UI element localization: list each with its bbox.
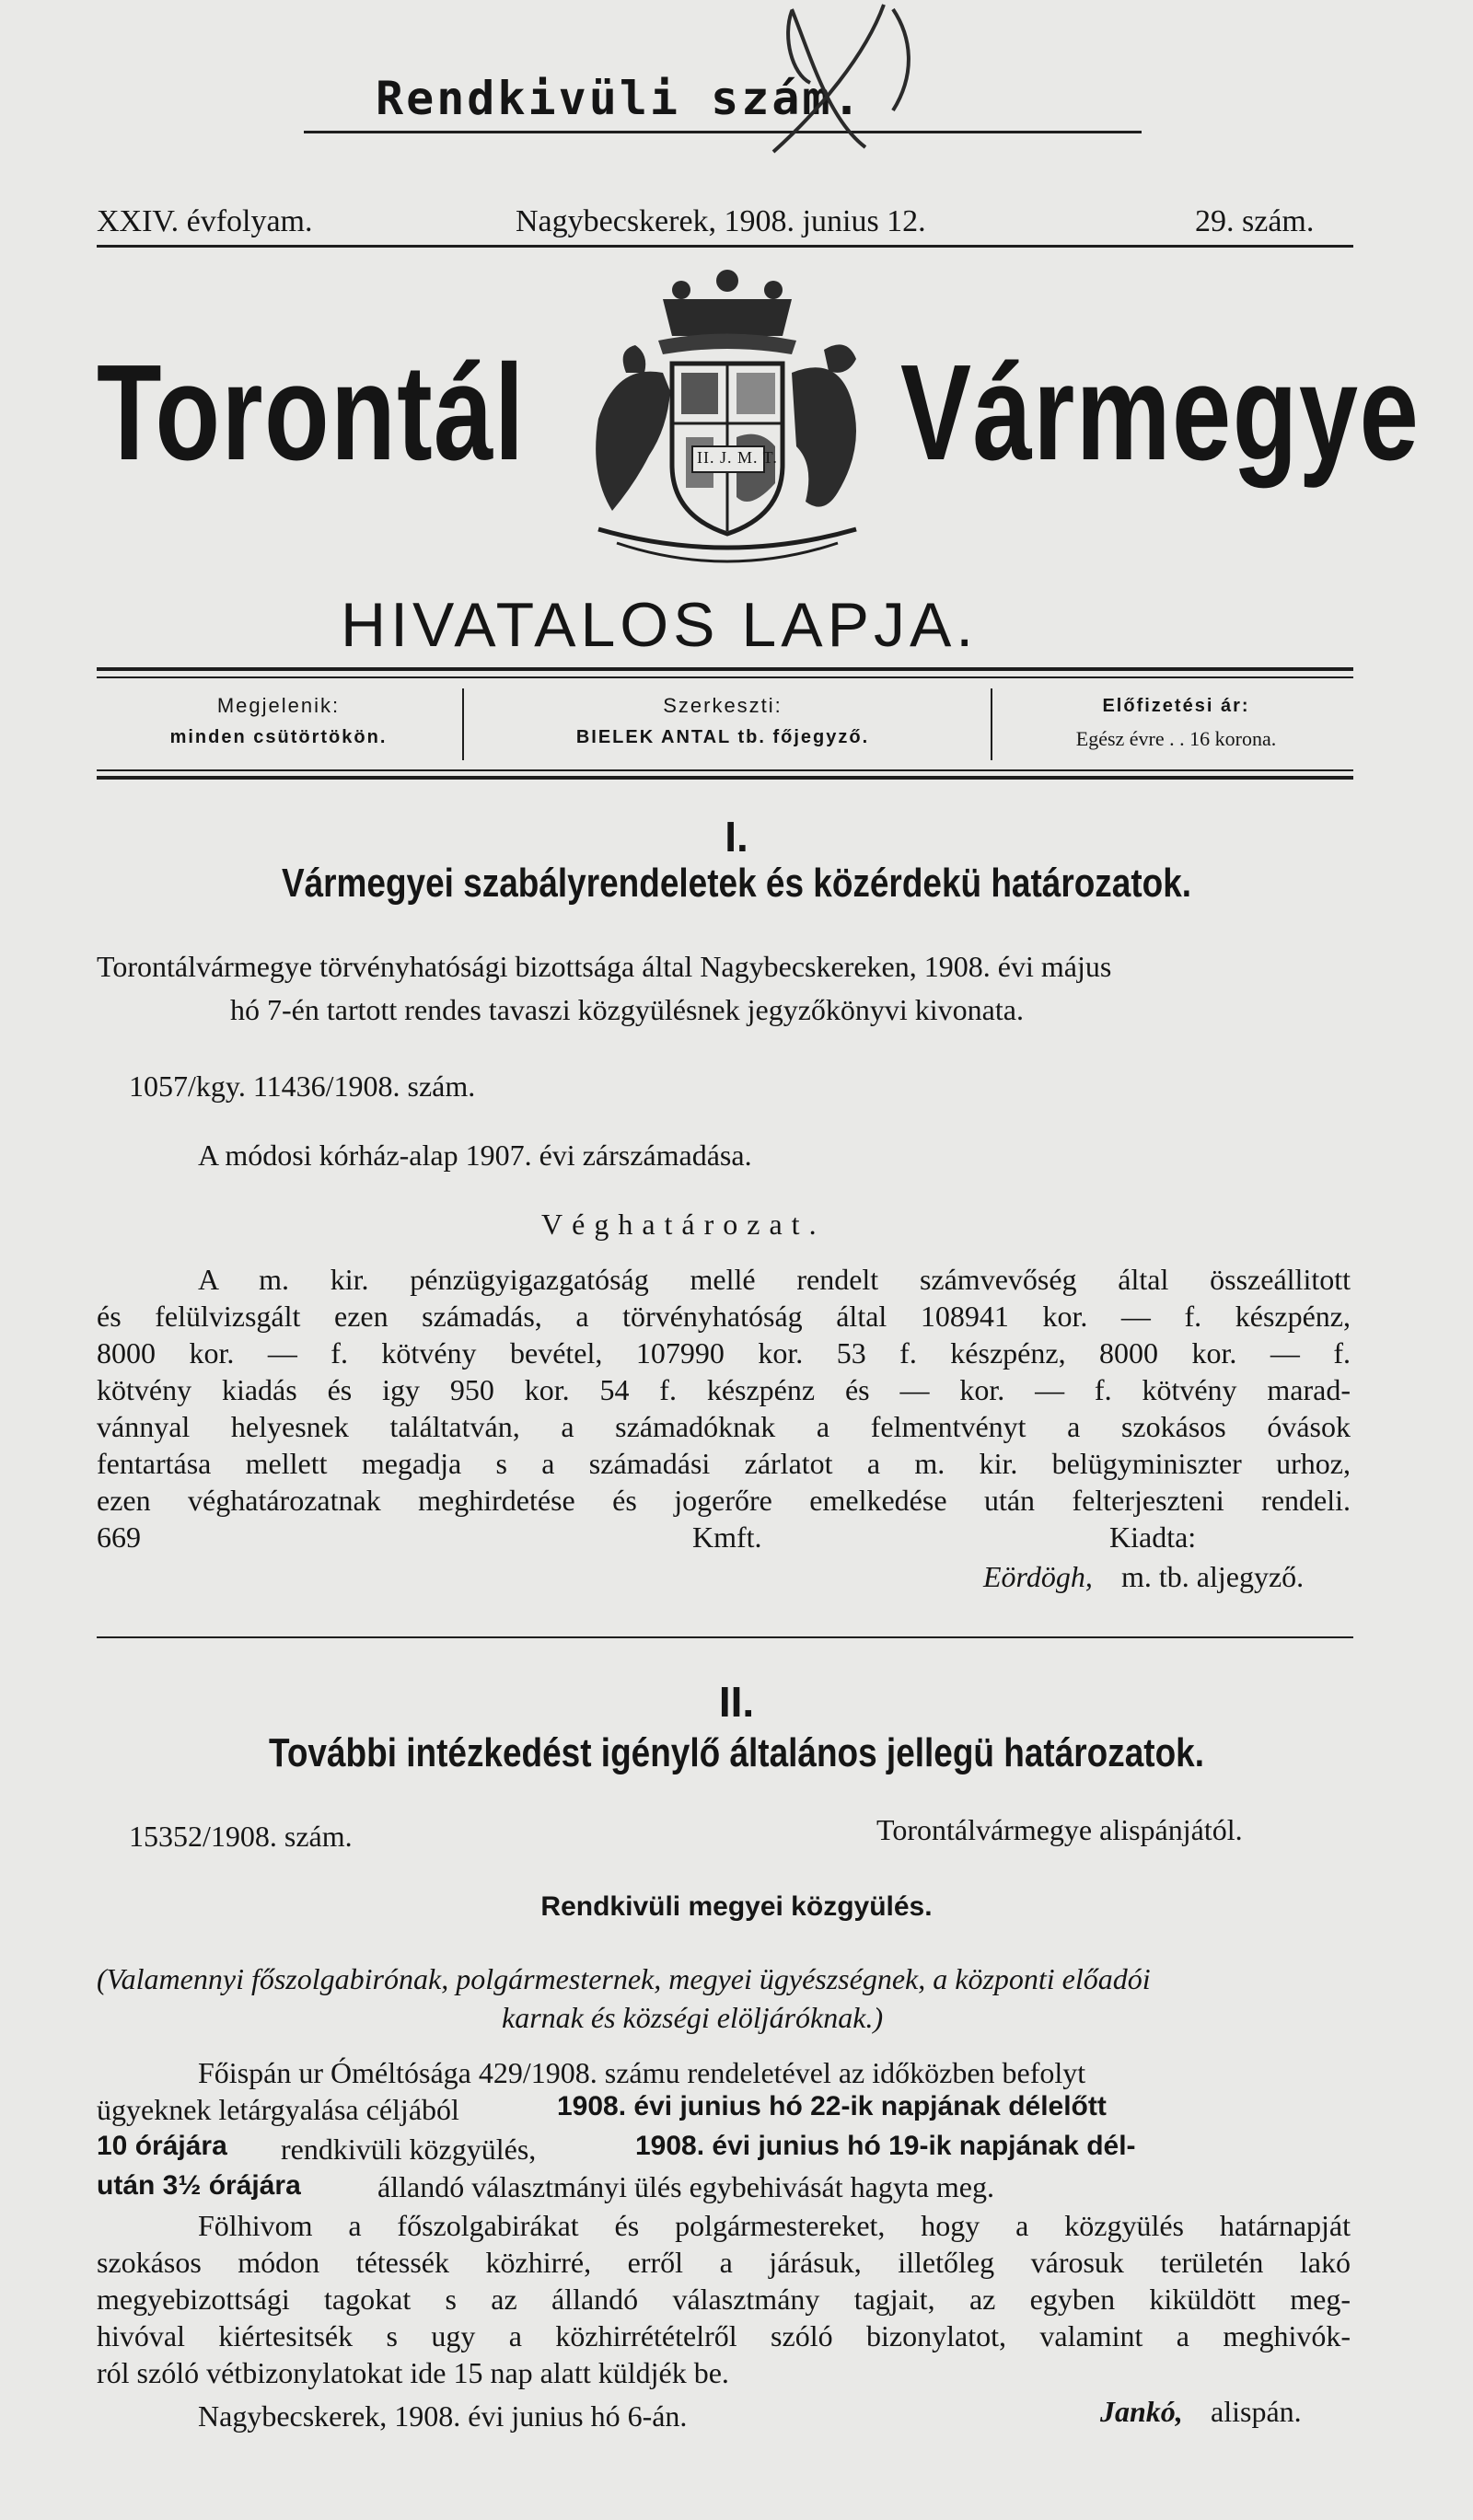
- section-2-from: Torontálvármegye alispánjától.: [876, 1813, 1243, 1846]
- section-1-number: I.: [725, 813, 748, 861]
- section-2-p1-line-4b: állandó választmányi ülés egybehivását hagyta meg.: [377, 2170, 994, 2203]
- issue-number: 29. szám.: [1195, 204, 1315, 238]
- section-2-closing-place: Nagybecskerek, 1908. évi junius hó 6-án.: [198, 2399, 688, 2433]
- section-2-p1-line-3b: rendkivüli közgyülés,: [281, 2133, 537, 2166]
- section-1-footer-kmft: Kmft.: [692, 1520, 762, 1554]
- masthead-right-word: Vármegye: [900, 337, 1421, 489]
- info-divider-1: [462, 688, 464, 760]
- section-1-subject: A módosi kórház-alap 1907. évi zárszámadása.: [198, 1139, 752, 1172]
- info-bar-bottom-rule: [97, 769, 1353, 771]
- editor-label: Szerkeszti:: [663, 694, 783, 717]
- section-1-footer-number: 669: [97, 1520, 141, 1554]
- section-1-body-line-1: A m. kir. pénzügyigazgatóság mellé rendelt számvevőség által összeállitott: [198, 1263, 1351, 1296]
- section-2-heading: Rendkivüli megyei közgyülés.: [540, 1891, 933, 1922]
- section-1-signer-title: m. tb. aljegyző.: [1121, 1560, 1305, 1593]
- editor-value: BIELEK ANTAL tb. főjegyző.: [575, 727, 870, 747]
- section-2-reference: 15352/1908. szám.: [129, 1820, 353, 1853]
- section-2-addressees-line-1: (Valamennyi főszolgabirónak, polgármesternek, megyei ügyészségnek, a központi előadói: [97, 1962, 1151, 1995]
- handwritten-mark: [755, 0, 939, 161]
- section-1-body-line-4: kötvény kiadás és igy 950 kor. 54 f. készpénz és — kor. — f. kötvény marad-: [97, 1373, 1351, 1406]
- section-1-body-line-2: és felülvizsgált ezen számadás, a törvényhatóság által 108941 kor. — f. készpénz,: [97, 1300, 1351, 1333]
- special-issue-title: Rendkivüli szám.: [376, 72, 864, 125]
- info-bar-bottom-rule-thick: [97, 776, 1353, 780]
- section-1-signer-name: Eördögh,: [983, 1560, 1093, 1593]
- header-rule: [97, 245, 1353, 248]
- section-2-p2-line-1: Fölhivom a főszolgabirákat és polgármestereket, hogy a közgyülés határnapját: [198, 2209, 1351, 2242]
- section-1-body-line-6: fentartása mellett megadja s a számadási zárlatot a m. kir. belügyminiszter urhoz,: [97, 1447, 1351, 1480]
- section-2-p2-line-4: hivóval kiértesitsék s ugy a közhirrétételről szóló bizonylatot, valamint a meghivók-: [97, 2319, 1351, 2352]
- appears-value: minden csütörtökön.: [169, 727, 388, 747]
- section-2-p1-line-1: Főispán ur Óméltósága 429/1908. számu rendeletével az időközben befolyt: [198, 2056, 1086, 2089]
- info-bar-top-rule: [97, 667, 1353, 671]
- masthead-subtitle: HIVATALOS LAPJA.: [341, 590, 979, 660]
- volume: XXIV. évfolyam.: [97, 204, 313, 238]
- section-2-number: II.: [718, 1678, 755, 1726]
- section-1-intro-line-1: Torontálvármegye törvényhatósági bizottsága által Nagybecskereken, 1908. évi május: [97, 950, 1112, 983]
- coat-of-arms-icon: [562, 262, 893, 575]
- section-1-body-line-3: 8000 kor. — f. kötvény bevétel, 107990 kor. 53 f. készpénz, 8000 kor. — f.: [97, 1336, 1351, 1370]
- section-2-addressees-line-2: karnak és községi elöljáróknak.): [502, 2001, 884, 2034]
- section-2-closing-title: alispán.: [1211, 2395, 1302, 2428]
- crest-banner-text: II. J. M. T.: [697, 448, 778, 467]
- price-value: Egész évre . . 16 korona.: [1075, 727, 1277, 750]
- section-1-reference: 1057/kgy. 11436/1908. szám.: [129, 1069, 476, 1103]
- special-issue-underline: [304, 131, 1142, 133]
- price-label: Előfizetési ár:: [1102, 696, 1250, 716]
- section-2-p2-line-2: szokásos módon tétessék közhirré, erről a járásuk, illetőleg városuk területén lakó: [97, 2246, 1351, 2279]
- info-bar-top-rule-thin: [97, 676, 1353, 678]
- masthead-left-word: Torontál: [97, 337, 526, 489]
- section-1-footer-issued: Kiadta:: [1109, 1520, 1197, 1554]
- section-2-p1-line-3c: 1908. évi junius hó 19-ik napjának dél-: [635, 2131, 1136, 2161]
- section-2-p1-line-2b: 1908. évi junius hó 22-ik napjának délelőtt: [557, 2091, 1107, 2121]
- section-1-intro-line-2: hó 7-én tartott rendes tavaszi közgyülésnek jegyzőkönyvi kivonata.: [230, 993, 1024, 1026]
- section-2-p1-line-2a: ügyeknek letárgyalása céljából: [97, 2093, 459, 2126]
- section-2-p1-line-3a: 10 órájára: [97, 2131, 227, 2161]
- section-2-closing-name: Jankó,: [1100, 2395, 1183, 2428]
- section-1-decision-heading: Véghatározat.: [541, 1208, 826, 1241]
- section-1-body-line-5: vánnyal helyesnek találtatván, a számadóknak a felmentvényt a szokásos óvások: [97, 1410, 1351, 1443]
- appears-label: Megjelenik:: [216, 694, 341, 717]
- section-2-title: További intézkedést igénylő általános jellegü határozatok.: [269, 1730, 1204, 1775]
- info-divider-2: [991, 688, 992, 760]
- section-1-title: Vármegyei szabályrendeletek és közérdekü határozatok.: [281, 861, 1192, 906]
- place-date: Nagybecskerek, 1908. junius 12.: [516, 204, 926, 238]
- section-2-p1-line-4a: után 3½ órájára: [97, 2170, 301, 2201]
- section-2-p2-line-3: megyebizottsági tagokat s az állandó választmány tagjait, az egyben kiküldött meg-: [97, 2283, 1351, 2316]
- section-2-p2-line-5: ról szóló vétbizonylatokat ide 15 nap alatt küldjék be.: [97, 2356, 729, 2389]
- section-separator: [97, 1636, 1353, 1638]
- section-1-body-line-7: ezen véghatározatnak meghirdetése és jogerőre emelkedése után felterjeszteni rendeli.: [97, 1484, 1351, 1517]
